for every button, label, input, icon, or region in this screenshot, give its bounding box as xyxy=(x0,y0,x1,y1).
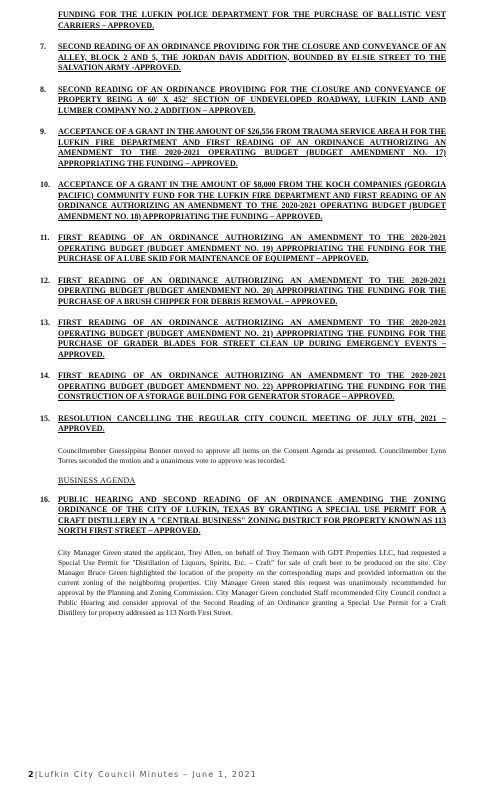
agenda-items xyxy=(40,10,446,628)
item-text: PUBLIC HEARING AND SECOND READING OF AN ORDINANCE AMENDING THE ZONING ORDINANCE OF THE CITY OF LUFKIN, TEXAS BY GRANTING A SPECIAL USE PERMIT FOR A CRAFT DISTILLERY IN A "CENTRAL BUSINESS" ZONING DISTRICT FOR PROPERTY KNOWN AS 113 NORTH FIRST STREET – APPROVED. xyxy=(58,494,446,535)
item-number: 11. xyxy=(40,233,50,242)
item-text: FUNDING FOR THE LUFKIN POLICE DEPARTMENT FOR THE PURCHASE OF BALLISTIC VEST CARRIERS – APPROVED. xyxy=(58,10,446,30)
agenda-item-13 xyxy=(40,318,446,360)
agenda-item-10 xyxy=(40,180,446,222)
consent-agenda-paragraph: Councilmember Guessippina Bonner moved to approve all items on the Consent Agenda as presented. Councilmember Lynn Torres seconded the motion and a unanimous vote to approve was recorded. xyxy=(58,445,446,465)
page-footer xyxy=(28,770,257,779)
agenda-item-8 xyxy=(40,85,446,117)
footer-title: Lufkin City Council Minutes – June 1, 2021 xyxy=(38,770,258,779)
agenda-item-12 xyxy=(40,276,446,308)
agenda-item-16 xyxy=(40,495,446,537)
item-number: 9. xyxy=(40,127,46,136)
item-number: 13. xyxy=(40,318,50,327)
item-number: 7. xyxy=(40,42,46,51)
page-number: 2 xyxy=(28,770,35,779)
item-text: RESOLUTION CANCELLING THE REGULAR CITY COUNCIL MEETING OF JULY 6TH, 2021 – APPROVED. xyxy=(58,413,446,433)
item-text: FIRST READING OF AN ORDINANCE AUTHORIZING AN AMENDMENT TO THE 2020-2021 OPERATING BUDGET (BUDGET AMENDMENT NO. 19) APPROPRIATING THE FUNDING FOR THE PURCHASE OF A LUBE SKID FOR MAINTENANCE OF EQUIPMENT – APPROVED. xyxy=(58,233,446,263)
agenda-item-11 xyxy=(40,233,446,265)
agenda-item-14 xyxy=(40,371,446,403)
item-text: SECOND READING OF AN ORDINANCE PROVIDING FOR THE CLOSURE AND CONVEYANCE OF AN ALLEY, BLOCK 2 AND 5, THE JORDAN DAVIS ADDITION, BOUNDED BY ELSIE STREET TO THE SALVATION ARMY -APPROVED. xyxy=(58,42,446,72)
item-number: 14. xyxy=(40,371,50,380)
item-text: FIRST READING OF AN ORDINANCE AUTHORIZING AN AMENDMENT TO THE 2020-2021 OPERATING BUDGET (BUDGET AMENDMENT NO. 20) APPROPRIATING THE FUNDING FOR THE PURCHASE OF A BRUSH CHIPPER FOR DEBRIS REMOVAL – APPROVED. xyxy=(58,275,446,306)
agenda-item-continued xyxy=(40,10,446,31)
footer-separator: | xyxy=(34,770,39,779)
item-text: FIRST READING OF AN ORDINANCE AUTHORIZING AN AMENDMENT TO THE 2020-2021 OPERATING BUDGET (BUDGET AMENDMENT NO. 21) APPROPRIATING THE FUNDING FOR THE PURCHASE OF GRADER BLADES FOR STREET CLEAN UP DURING EMERGENCY EVENTS – APPROVED. xyxy=(58,318,446,359)
agenda-item-15 xyxy=(40,414,446,435)
item-text: ACCEPTANCE OF A GRANT IN THE AMOUNT OF $26,556 FROM TRAUMA SERVICE AREA H FOR THE LUFKIN FIRE DEPARTMENT AND FIRST READING OF AN ORDINANCE AUTHORIZING AN AMENDMENT TO THE 2020-2021 OPERATING BUDGET (BUDGET AMENDMENT NO. 17) APPROPRIATING THE FUNDING – APPROVED. xyxy=(58,127,446,168)
agenda-item-7 xyxy=(40,42,446,74)
business-agenda-heading: BUSINESS AGENDA xyxy=(58,475,136,485)
item-number: 10. xyxy=(40,180,50,189)
agenda-item-9 xyxy=(40,127,446,169)
item-text: FIRST READING OF AN ORDINANCE AUTHORIZING AN AMENDMENT TO THE 2020-2021 OPERATING BUDGET (BUDGET AMENDMENT NO. 22) APPROPRIATING THE FUNDING FOR THE CONSTRUCTION OF A STORAGE BUILDING FOR GENERATOR STORAGE – APPROVED. xyxy=(58,371,446,401)
item-number: 15. xyxy=(40,413,50,423)
item-text: ACCEPTANCE OF A GRANT IN THE AMOUNT OF $8,000 FROM THE KOCH COMPANIES (GEORGIA PACIFIC) COMMUNITY FUND FOR THE LUFKIN FIRE DEPARTMENT AND FIRST READING OF AN ORDINANCE AUTHORIZING AN AMENDMENT TO THE 2020-2021 OPERATING BUDGET (BUDGET AMENDMENT NO. 18) APPROPRIATING THE FUNDING – APPROVED. xyxy=(58,180,446,221)
item-16-discussion: City Manager Green stated the applicant, Trey Allen, on behalf of Troy Tiemann with GDT Properties LLC, had requested a Special Use Permit for "Distillation of Liquors, Spirits, Etc. – Craft" for sale of craft beer to be produced on the site. City Manager Bruce Green highlighted the location of the property on the corresponding maps and provided information on the current zoning of the neighboring properties. City Manager Green stated this request was unanimously recommended for approval by the Planning and Zoning Commission. City Manager Green concluded Staff recommended City Council conduct a Public Hearing and consider approval of the Second Reading of an Ordinance granting a Special Use Permit for a Craft Distillery for property addressed as 113 North First Street. xyxy=(58,547,446,617)
item-text: SECOND READING OF AN ORDINANCE PROVIDING FOR THE CLOSURE AND CONVEYANCE OF PROPERTY BEING A 60' X 452' SECTION OF UNDEVELOPED ROADWAY, LUFKIN LAND AND LUMBER COMPANY NO. 2 ADDITION – APPROVED. xyxy=(58,84,446,115)
item-number: 8. xyxy=(40,84,46,94)
item-number: 12. xyxy=(40,275,50,285)
item-number: 16. xyxy=(40,494,50,504)
